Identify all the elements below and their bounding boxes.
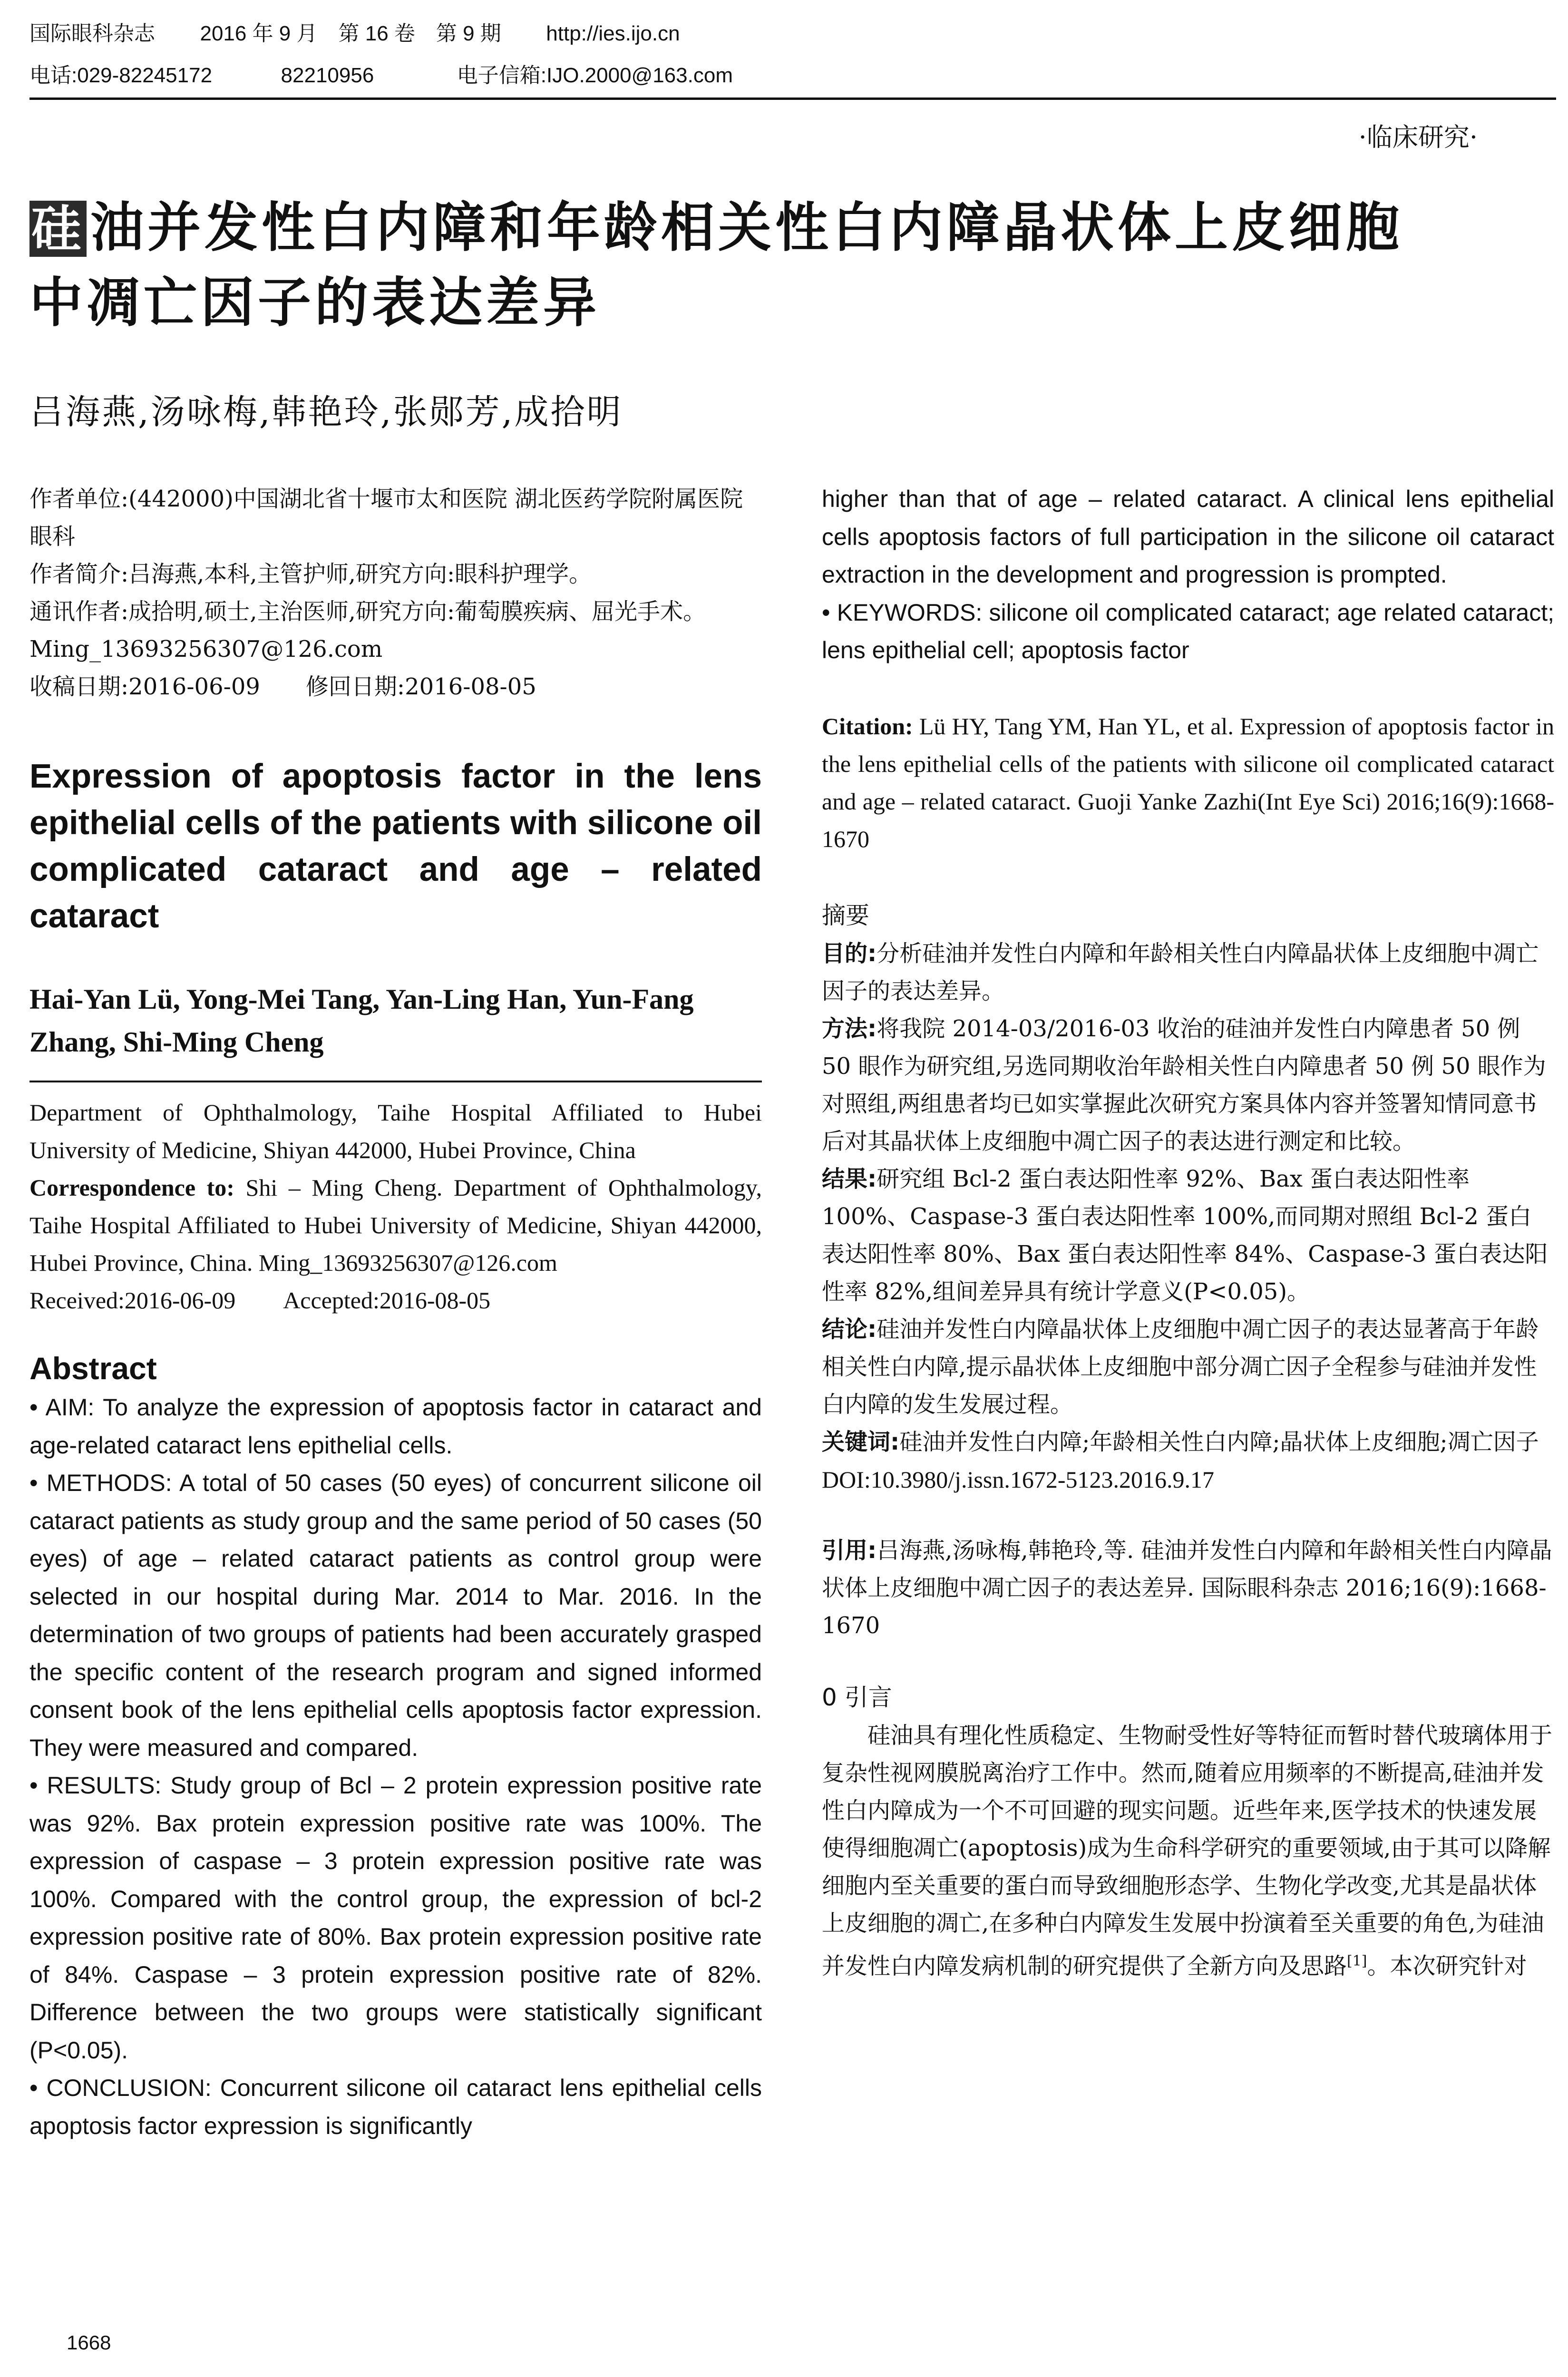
keywords-en: • KEYWORDS: silicone oil complicated cataract; age related cataract; lens epithelial cell; apoptosis factor (822, 599, 1554, 663)
intro-heading: 0 引言 (822, 1683, 892, 1711)
header-line-2 (29, 61, 733, 90)
doi[interactable]: DOI:10.3980/j.issn.1672-5123.2016.9.17 (822, 1466, 1214, 1493)
right-column (822, 480, 1554, 1985)
journal-name: 国际眼科杂志 (29, 22, 155, 45)
abstract-heading: Abstract (29, 1351, 157, 1386)
cn-aim-text: 分析硅油并发性白内障和年龄相关性白内障晶状体上皮细胞中凋亡因子的表达差异。 (822, 940, 1539, 1004)
cn-keywords-label: 关键词: (822, 1428, 900, 1455)
abstract-methods: • METHODS: A total of 50 cases (50 eyes) of concurrent silicone oil cataract patients as study group and the same period of 50 cases (50 eyes) of age – related cataract patients as control group were selected in our hospital during Mar. 2014 to Mar. 2016. In the determination of two groups of patients had been accurately grasped the specific content of the research program and signed informed consent book of the lens epithelial cells apoptosis factor expression. They were measured and compared. (29, 1470, 762, 1761)
english-title: Expression of apoptosis factor in the lens epithelial cells of the patients with silicone oil complicated cataract and age – related cataract (29, 758, 762, 935)
english-affiliation: Department of Ophthalmology, Taihe Hospital Affiliated to Hubei University of Medicine, Shiyan 442000, Hubei Province, China (29, 1099, 762, 1163)
cn-abstract-aim (822, 935, 1554, 1010)
intro-text: 硅油具有理化性质稳定、生物耐受性好等特征而暂时替代玻璃体用于复杂性视网膜脱离治疗工作中。然而,随着应用频率的不断提高,硅油并发性白内障成为一个不可回避的现实问题。近些年来,医学技术的快速发展使得细胞凋亡(apoptosis)成为生命科学研究的重要领域,由于其可以降解细胞内至关重要的蛋白而导致细胞形态学、生物化学改变,尤其是晶状体上皮细胞的凋亡,在多种白内障发生发展中扮演着至关重要的角色,为硅油并发性白内障发病机制的研究提供了全新方向及思路 (822, 1722, 1553, 1979)
abstract-results: • RESULTS: Study group of Bcl – 2 protein expression positive rate was 92%. Bax protein expression positive rate was 100%. The expression of caspase – 3 protein expression positive rate was 100%. Compared with the control group, the expression of bcl-2 expression positive rate of 80%. Bax protein expression positive rate of 84%. Caspase – 3 protein expression positive rate of 82%. Difference between the two groups were statistically significant (P<0.05). (29, 1772, 762, 2064)
cn-methods-text: 将我院 2014-03/2016-03 收治的硅油并发性白内障患者 50 例 50 眼作为研究组,另选同期收治年龄相关性白内障患者 50 例 50 眼作为对照组,两组患者均已如实掌握此次研究方案具体内容并签署知情同意书后对其晶状体上皮细胞中凋亡因子的表达进行测定和比较。 (822, 1015, 1546, 1155)
left-column (29, 480, 762, 2145)
citation-text: Lü HY, Tang YM, Han YL, et al. Expression of apoptosis factor in the lens epithelial cells of the patients with silicone oil complicated cataract and age – related cataract. Guoji Yanke Zazhi(Int Eye Sci) 2016;16(9):1668-1670 (822, 712, 1554, 852)
cn-keywords-text: 硅油并发性白内障;年龄相关性白内障;晶状体上皮细胞;凋亡因子 (899, 1428, 1539, 1455)
cn-abstract-results (822, 1160, 1554, 1311)
author-affiliation-cn: 作者单位:(442000)中国湖北省十堰市太和医院 湖北医药学院附属医院眼科 (29, 486, 743, 550)
cn-citation-label: 引用: (822, 1537, 877, 1564)
abstract-conclusion: • CONCLUSION: Concurrent silicone oil cataract lens epithelial cells apoptosis factor expression is significantly (29, 2075, 762, 2139)
received-accepted: Received:2016-06-09 Accepted:2016-08-05 (29, 1287, 491, 1314)
cn-abstract-heading: 摘要 (822, 901, 869, 929)
header-rule (29, 97, 1556, 100)
email[interactable]: 电子信箱:IJO.2000@163.com (457, 64, 733, 87)
correspondence-text: Shi – Ming Cheng. Department of Ophthalmology, Taihe Hospital Affiliated to Hubei University of Medicine, Shiyan 442000, Hubei Province, China. Ming_13693256307@126.com (29, 1174, 762, 1276)
section-tag: ·临床研究· (1358, 122, 1478, 152)
abstract-conclusion-cont: higher than that of age – related cataract. A clinical lens epithelial cells apoptosis factors of full participation in the silicone oil cataract extraction in the development and progression is prompted. (822, 486, 1554, 588)
abstract-aim: • AIM: To analyze the expression of apoptosis factor in cataract and age-related cataract lens epithelial cells. (29, 1394, 762, 1459)
title-first-char: 硅 (29, 201, 87, 257)
cn-results-label: 结果: (822, 1165, 877, 1192)
correspondence (29, 1169, 762, 1282)
cn-aim-label: 目的: (822, 940, 877, 967)
author-bio-cn: 作者简介:吕海燕,本科,主管护师,研究方向:眼科护理学。 (29, 561, 592, 587)
intro-paragraph (822, 1717, 1554, 1985)
correspondence-label: Correspondence to: (29, 1174, 234, 1201)
cn-methods-label: 方法: (822, 1015, 877, 1042)
reference-1[interactable]: [1] (1347, 1952, 1367, 1969)
article-title (29, 190, 1556, 341)
title-line-2: 中凋亡因子的表达差异 (29, 272, 600, 334)
phone2: 82210956 (281, 64, 374, 87)
citation-label: Citation: (822, 712, 913, 740)
cn-citation (822, 1532, 1554, 1645)
citation-en (822, 708, 1554, 858)
cn-results-text: 研究组 Bcl-2 蛋白表达阳性率 92%、Bax 蛋白表达阳性率 100%、Caspase-3 蛋白表达阳性率 100%,而同期对照组 Bcl-2 蛋白表达阳性率 80%、Bax 蛋白表达阳性率 84%、Caspase-3 蛋白表达阳性率 82%,组间差异具有统计学意义(P<0.05)。 (822, 1165, 1548, 1305)
cn-citation-text: 吕海燕,汤咏梅,韩艳玲,等. 硅油并发性白内障和年龄相关性白内障晶状体上皮细胞中凋亡因子的表达差异. 国际眼科杂志 2016;16(9):1668-1670 (822, 1537, 1552, 1639)
dates-cn: 收稿日期:2016-06-09 修回日期:2016-08-05 (29, 673, 536, 700)
corresponding-author-cn: 通讯作者:成拾明,硕士,主治医师,研究方向:葡萄膜疾病、屈光手术。Ming_13693256307@126.com (29, 598, 706, 662)
title-line-1: 油并发性白内障和年龄相关性白内障晶状体上皮细胞 (90, 197, 1403, 259)
journal-url[interactable]: http://ies.ijo.cn (546, 22, 680, 45)
english-authors: Hai-Yan Lü, Yong-Mei Tang, Yan-Ling Han, Yun-Fang Zhang, Shi-Ming Cheng (29, 984, 694, 1058)
cn-conclusion-text: 硅油并发性白内障晶状体上皮细胞中凋亡因子的表达显著高于年龄相关性白内障,提示晶状体上皮细胞中部分凋亡因子全程参与硅油并发性白内障的发生发展过程。 (822, 1315, 1539, 1418)
issue-info: 2016 年 9 月 第 16 卷 第 9 期 (200, 22, 501, 45)
page-number: 1668 (67, 2331, 111, 2354)
cn-conclusion-label: 结论: (822, 1315, 877, 1343)
header-line-1 (29, 19, 680, 49)
intro-tail: 。本次研究针对 (1367, 1952, 1527, 1979)
authors-cn: 吕海燕,汤咏梅,韩艳玲,张郧芳,成拾明 (29, 392, 623, 432)
cn-abstract-methods (822, 1010, 1554, 1160)
cn-abstract-conclusion (822, 1311, 1554, 1423)
cn-keywords (822, 1423, 1554, 1461)
phone: 电话:029-82245172 (29, 64, 213, 87)
